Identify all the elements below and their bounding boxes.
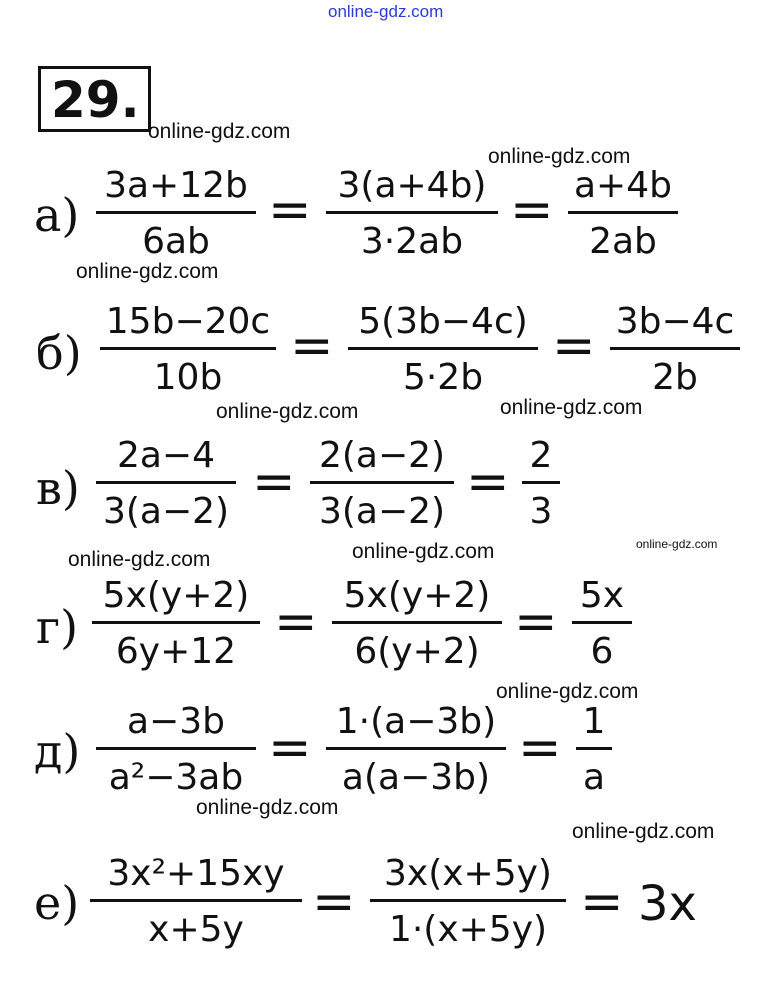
- denominator: 5·2b: [402, 357, 484, 398]
- fraction-e-2: [370, 853, 566, 950]
- numerator: 3x²+15xy: [107, 853, 285, 894]
- fraction-bar: [92, 621, 260, 624]
- numerator: 2a−4: [116, 435, 216, 476]
- watermark-top: online-gdz.com: [328, 2, 444, 21]
- fraction-b-3: [610, 301, 740, 398]
- watermark: online-gdz.com: [216, 400, 359, 423]
- denominator: 6: [590, 631, 614, 672]
- denominator: 3(a−2): [102, 491, 230, 532]
- fraction-bar: [332, 621, 502, 624]
- numerator: a−3b: [127, 701, 225, 742]
- fraction-bar: [610, 347, 740, 350]
- equals-sign: =: [312, 872, 356, 932]
- row-label-a: а): [34, 188, 80, 242]
- fraction-bar: [370, 899, 566, 902]
- fraction-d-2: [326, 701, 506, 798]
- fraction-d-3: [576, 701, 612, 798]
- fraction-bar: [326, 211, 498, 214]
- watermark: online-gdz.com: [496, 680, 639, 703]
- numerator: 5(3b−4c): [358, 301, 528, 342]
- numerator: 1: [582, 701, 606, 742]
- fraction-bar: [310, 481, 454, 484]
- denominator: 2b: [652, 357, 698, 398]
- fraction-bar: [96, 211, 256, 214]
- numerator: 3b−4c: [615, 301, 735, 342]
- numerator: 15b−20c: [105, 301, 271, 342]
- denominator: 3·2ab: [360, 221, 464, 262]
- equals-sign: =: [510, 180, 554, 240]
- fraction-bar: [96, 481, 236, 484]
- numerator: 5x(y+2): [102, 575, 250, 616]
- row-label-e: е): [34, 876, 80, 930]
- fraction-bar: [348, 347, 538, 350]
- row-label-b: б): [36, 326, 82, 380]
- row-label-v: в): [36, 461, 80, 515]
- fraction-bar: [572, 621, 632, 624]
- equals-sign: =: [290, 316, 334, 376]
- numerator: 2(a−2): [318, 435, 446, 476]
- watermark: online-gdz.com: [352, 540, 495, 563]
- fraction-a-3: [568, 165, 678, 262]
- result-expression: 3x: [638, 876, 697, 932]
- denominator: 2ab: [589, 221, 657, 262]
- watermark: online-gdz.com: [636, 537, 718, 551]
- equals-sign: =: [268, 718, 312, 778]
- fraction-d-1: [96, 701, 256, 798]
- numerator: 5x(y+2): [343, 575, 491, 616]
- fraction-bar: [90, 899, 302, 902]
- fraction-v-3: [522, 435, 560, 532]
- watermark: online-gdz.com: [500, 396, 643, 419]
- denominator: a(a−3b): [341, 757, 491, 798]
- fraction-a-2: [326, 165, 498, 262]
- numerator: 2: [529, 435, 553, 476]
- fraction-b-2: [348, 301, 538, 398]
- denominator: x+5y: [148, 909, 244, 950]
- fraction-bar: [522, 481, 560, 484]
- watermark: online-gdz.com: [196, 796, 339, 819]
- denominator: a: [582, 757, 606, 798]
- equals-sign: =: [514, 592, 558, 652]
- fraction-v-1: [96, 435, 236, 532]
- watermark: online-gdz.com: [572, 820, 715, 843]
- denominator: 6ab: [142, 221, 210, 262]
- fraction-bar: [326, 747, 506, 750]
- denominator: 10b: [153, 357, 223, 398]
- row-label-d: д): [34, 724, 81, 778]
- watermark: online-gdz.com: [148, 120, 291, 143]
- equals-sign: =: [274, 592, 318, 652]
- fraction-bar: [568, 211, 678, 214]
- numerator: 3x(x+5y): [384, 853, 552, 894]
- watermark: online-gdz.com: [76, 260, 219, 283]
- equals-sign: =: [268, 180, 312, 240]
- fraction-v-2: [310, 435, 454, 532]
- equals-sign: =: [518, 718, 562, 778]
- numerator: 3(a+4b): [337, 165, 487, 206]
- fraction-g-2: [332, 575, 502, 672]
- watermark: online-gdz.com: [488, 145, 631, 168]
- numerator: a+4b: [574, 165, 672, 206]
- equals-sign: =: [252, 452, 296, 512]
- denominator: 6(y+2): [354, 631, 480, 672]
- watermark: online-gdz.com: [68, 548, 211, 571]
- denominator: 6y+12: [115, 631, 237, 672]
- fraction-bar: [576, 747, 612, 750]
- problem-number: 29.: [38, 66, 151, 132]
- fraction-g-1: [92, 575, 260, 672]
- equals-sign: =: [466, 452, 510, 512]
- denominator: 3: [529, 491, 553, 532]
- fraction-bar: [100, 347, 276, 350]
- fraction-b-1: [100, 301, 276, 398]
- fraction-a-1: [96, 165, 256, 262]
- fraction-g-3: [572, 575, 632, 672]
- denominator: 1·(x+5y): [388, 909, 548, 950]
- fraction-bar: [96, 747, 256, 750]
- numerator: 5x: [579, 575, 625, 616]
- fraction-e-1: [90, 853, 302, 950]
- row-label-g: г): [36, 600, 79, 654]
- equals-sign: =: [580, 872, 624, 932]
- denominator: a²−3ab: [108, 757, 244, 798]
- denominator: 3(a−2): [318, 491, 446, 532]
- numerator: 1·(a−3b): [335, 701, 497, 742]
- equals-sign: =: [552, 316, 596, 376]
- numerator: 3a+12b: [104, 165, 248, 206]
